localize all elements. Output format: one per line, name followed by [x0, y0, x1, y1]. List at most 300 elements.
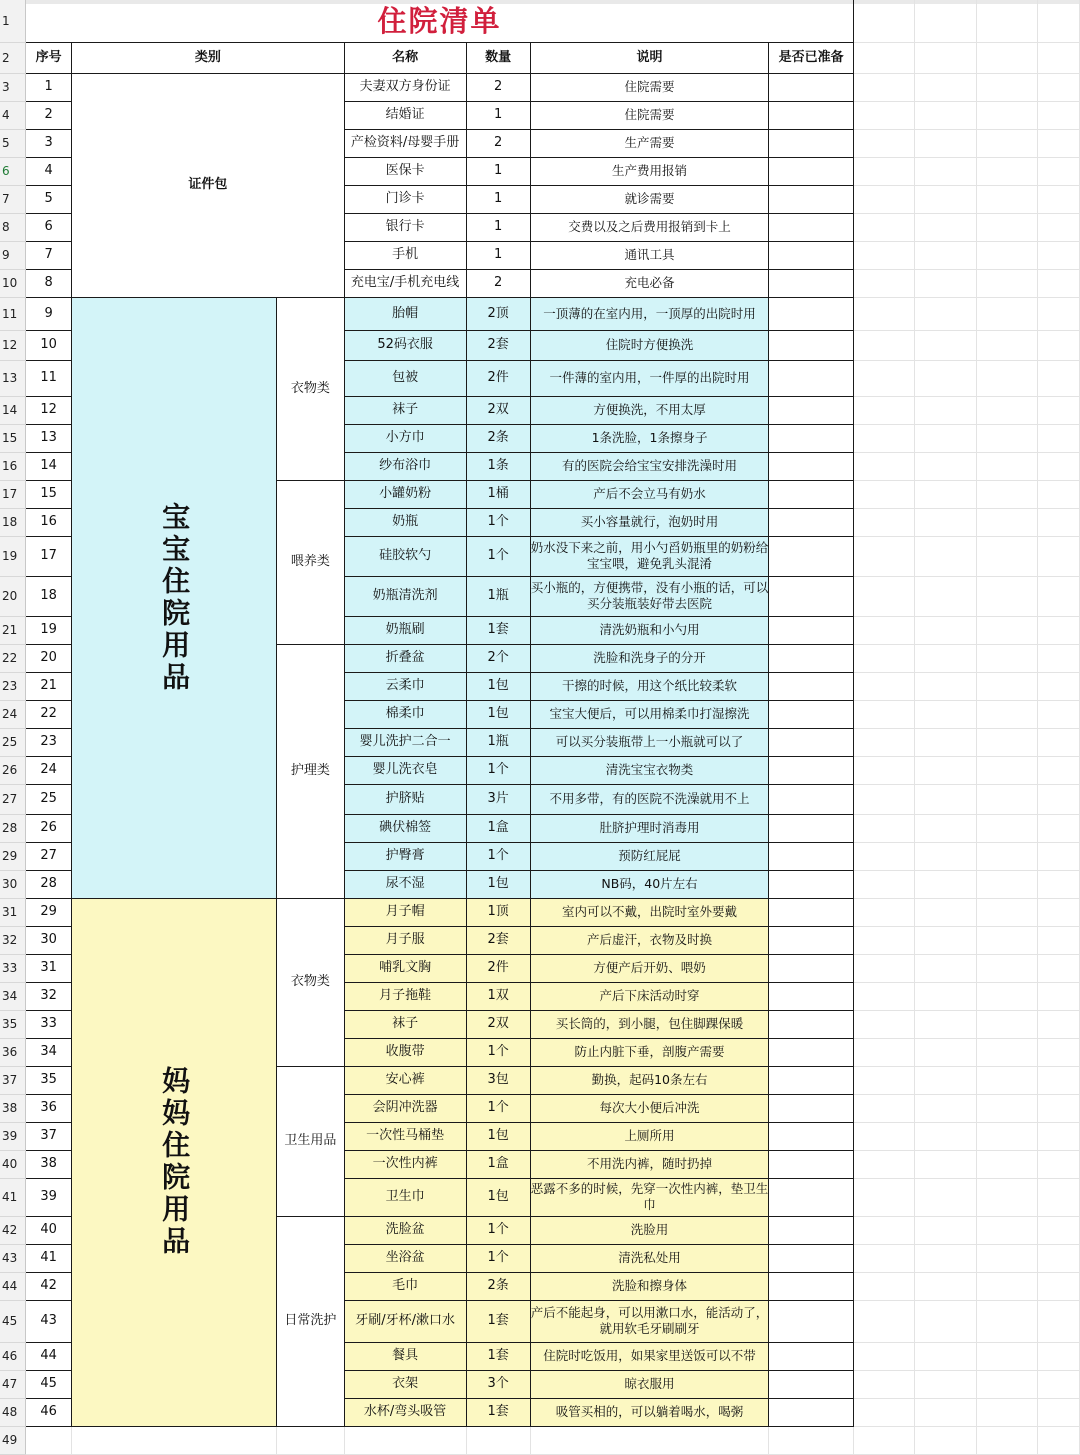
empty-cell[interactable] [915, 452, 976, 480]
empty-cell[interactable] [976, 269, 1037, 297]
row-number[interactable]: 3 [0, 73, 26, 101]
empty-cell[interactable] [1038, 700, 1080, 728]
empty-cell[interactable] [915, 672, 976, 700]
empty-cell[interactable] [1038, 396, 1080, 424]
ready-checkbox-cell[interactable] [769, 814, 854, 842]
empty-cell[interactable] [853, 982, 914, 1010]
ready-checkbox-cell[interactable] [769, 1244, 854, 1272]
empty-cell[interactable] [976, 616, 1037, 644]
empty-cell[interactable] [853, 101, 914, 129]
empty-cell[interactable] [976, 1370, 1037, 1398]
empty-cell[interactable] [1038, 982, 1080, 1010]
empty-cell[interactable] [1038, 241, 1080, 269]
empty-cell[interactable] [1038, 452, 1080, 480]
row-number[interactable]: 18 [0, 508, 26, 536]
empty-cell[interactable] [915, 1216, 976, 1244]
empty-cell[interactable] [1038, 1216, 1080, 1244]
empty-cell[interactable] [1038, 814, 1080, 842]
row-number[interactable]: 43 [0, 1244, 26, 1272]
empty-cell[interactable] [853, 1150, 914, 1178]
empty-cell[interactable] [853, 508, 914, 536]
empty-cell[interactable] [915, 1370, 976, 1398]
ready-checkbox-cell[interactable] [769, 536, 854, 576]
empty-cell[interactable] [915, 360, 976, 396]
empty-cell[interactable] [976, 1300, 1037, 1342]
row-number[interactable]: 42 [0, 1216, 26, 1244]
empty-cell[interactable] [976, 870, 1037, 898]
empty-cell[interactable] [976, 1216, 1037, 1244]
row-number[interactable]: 1 [0, 0, 26, 42]
ready-checkbox-cell[interactable] [769, 756, 854, 784]
ready-checkbox-cell[interactable] [769, 700, 854, 728]
empty-cell[interactable] [1038, 1010, 1080, 1038]
empty-cell[interactable] [853, 814, 914, 842]
empty-cell[interactable] [1038, 424, 1080, 452]
empty-cell[interactable] [915, 784, 976, 814]
empty-cell[interactable] [1038, 672, 1080, 700]
empty-cell[interactable] [915, 870, 976, 898]
empty-cell[interactable] [1038, 157, 1080, 185]
empty-cell[interactable] [915, 1038, 976, 1066]
empty-cell[interactable] [915, 1342, 976, 1370]
empty-cell[interactable] [976, 42, 1037, 73]
empty-cell[interactable] [976, 330, 1037, 360]
empty-cell[interactable] [915, 129, 976, 157]
empty-cell[interactable] [1038, 898, 1080, 926]
empty-cell[interactable] [915, 756, 976, 784]
empty-cell[interactable] [976, 756, 1037, 784]
empty-cell[interactable] [1038, 576, 1080, 616]
empty-cell[interactable] [976, 1426, 1037, 1454]
row-number[interactable]: 16 [0, 452, 26, 480]
empty-cell[interactable] [1038, 0, 1080, 42]
empty-cell[interactable] [277, 1426, 345, 1454]
empty-cell[interactable] [1038, 1178, 1080, 1216]
ready-checkbox-cell[interactable] [769, 1010, 854, 1038]
row-number[interactable]: 45 [0, 1300, 26, 1342]
empty-cell[interactable] [853, 672, 914, 700]
empty-cell[interactable] [915, 330, 976, 360]
empty-cell[interactable] [853, 756, 914, 784]
row-number[interactable]: 20 [0, 576, 26, 616]
row-number[interactable]: 21 [0, 616, 26, 644]
ready-checkbox-cell[interactable] [769, 424, 854, 452]
empty-cell[interactable] [976, 424, 1037, 452]
row-number[interactable]: 46 [0, 1342, 26, 1370]
empty-cell[interactable] [915, 297, 976, 330]
empty-cell[interactable] [915, 1066, 976, 1094]
empty-cell[interactable] [1038, 129, 1080, 157]
empty-cell[interactable] [1038, 73, 1080, 101]
empty-cell[interactable] [26, 1426, 72, 1454]
ready-checkbox-cell[interactable] [769, 644, 854, 672]
row-number[interactable]: 23 [0, 672, 26, 700]
empty-cell[interactable] [1038, 1066, 1080, 1094]
empty-cell[interactable] [976, 213, 1037, 241]
row-number[interactable]: 44 [0, 1272, 26, 1300]
empty-cell[interactable] [915, 42, 976, 73]
empty-cell[interactable] [853, 870, 914, 898]
ready-checkbox-cell[interactable] [769, 870, 854, 898]
ready-checkbox-cell[interactable] [769, 616, 854, 644]
ready-checkbox-cell[interactable] [769, 73, 854, 101]
row-number[interactable]: 25 [0, 728, 26, 756]
empty-cell[interactable] [1038, 1342, 1080, 1370]
empty-cell[interactable] [1038, 360, 1080, 396]
empty-cell[interactable] [915, 814, 976, 842]
ready-checkbox-cell[interactable] [769, 297, 854, 330]
ready-checkbox-cell[interactable] [769, 728, 854, 756]
ready-checkbox-cell[interactable] [769, 926, 854, 954]
empty-cell[interactable] [853, 1122, 914, 1150]
ready-checkbox-cell[interactable] [769, 1066, 854, 1094]
ready-checkbox-cell[interactable] [769, 982, 854, 1010]
empty-cell[interactable] [853, 396, 914, 424]
row-number[interactable]: 36 [0, 1038, 26, 1066]
empty-cell[interactable] [853, 1370, 914, 1398]
empty-cell[interactable] [853, 1066, 914, 1094]
empty-cell[interactable] [1038, 1426, 1080, 1454]
empty-cell[interactable] [976, 1398, 1037, 1426]
empty-cell[interactable] [1038, 756, 1080, 784]
empty-cell[interactable] [853, 1010, 914, 1038]
row-number[interactable]: 26 [0, 756, 26, 784]
empty-cell[interactable] [466, 1426, 530, 1454]
empty-cell[interactable] [915, 1150, 976, 1178]
empty-cell[interactable] [915, 185, 976, 213]
row-number[interactable]: 39 [0, 1122, 26, 1150]
empty-cell[interactable] [853, 73, 914, 101]
empty-cell[interactable] [853, 360, 914, 396]
empty-cell[interactable] [915, 1272, 976, 1300]
empty-cell[interactable] [915, 1122, 976, 1150]
empty-cell[interactable] [853, 1342, 914, 1370]
row-number[interactable]: 4 [0, 101, 26, 129]
empty-cell[interactable] [915, 644, 976, 672]
empty-cell[interactable] [976, 157, 1037, 185]
row-number[interactable]: 11 [0, 297, 26, 330]
empty-cell[interactable] [915, 842, 976, 870]
empty-cell[interactable] [976, 926, 1037, 954]
ready-checkbox-cell[interactable] [769, 396, 854, 424]
empty-cell[interactable] [1038, 1094, 1080, 1122]
empty-cell[interactable] [976, 1094, 1037, 1122]
empty-cell[interactable] [853, 157, 914, 185]
empty-cell[interactable] [976, 101, 1037, 129]
empty-cell[interactable] [976, 576, 1037, 616]
empty-cell[interactable] [1038, 1038, 1080, 1066]
empty-cell[interactable] [1038, 1150, 1080, 1178]
row-number[interactable]: 17 [0, 480, 26, 508]
empty-cell[interactable] [853, 1094, 914, 1122]
empty-cell[interactable] [976, 644, 1037, 672]
row-number[interactable]: 40 [0, 1150, 26, 1178]
ready-checkbox-cell[interactable] [769, 269, 854, 297]
ready-checkbox-cell[interactable] [769, 1150, 854, 1178]
row-number[interactable]: 31 [0, 898, 26, 926]
row-number[interactable]: 10 [0, 269, 26, 297]
empty-cell[interactable] [853, 241, 914, 269]
row-number[interactable]: 48 [0, 1398, 26, 1426]
empty-cell[interactable] [976, 1038, 1037, 1066]
empty-cell[interactable] [976, 1150, 1037, 1178]
ready-checkbox-cell[interactable] [769, 101, 854, 129]
empty-cell[interactable] [915, 1010, 976, 1038]
ready-checkbox-cell[interactable] [769, 954, 854, 982]
empty-cell[interactable] [915, 1178, 976, 1216]
empty-cell[interactable] [853, 0, 914, 42]
empty-cell[interactable] [915, 157, 976, 185]
empty-cell[interactable] [915, 213, 976, 241]
ready-checkbox-cell[interactable] [769, 480, 854, 508]
empty-cell[interactable] [915, 1094, 976, 1122]
row-number[interactable]: 33 [0, 954, 26, 982]
empty-cell[interactable] [976, 982, 1037, 1010]
empty-cell[interactable] [1038, 728, 1080, 756]
row-number[interactable]: 9 [0, 241, 26, 269]
ready-checkbox-cell[interactable] [769, 185, 854, 213]
empty-cell[interactable] [853, 213, 914, 241]
empty-cell[interactable] [976, 73, 1037, 101]
empty-cell[interactable] [915, 982, 976, 1010]
row-number[interactable]: 5 [0, 129, 26, 157]
empty-cell[interactable] [915, 926, 976, 954]
empty-cell[interactable] [853, 1426, 914, 1454]
empty-cell[interactable] [853, 1244, 914, 1272]
empty-cell[interactable] [976, 672, 1037, 700]
row-number[interactable]: 12 [0, 330, 26, 360]
row-number[interactable]: 2 [0, 42, 26, 73]
empty-cell[interactable] [1038, 297, 1080, 330]
ready-checkbox-cell[interactable] [769, 129, 854, 157]
empty-cell[interactable] [1038, 508, 1080, 536]
ready-checkbox-cell[interactable] [769, 784, 854, 814]
empty-cell[interactable] [915, 73, 976, 101]
empty-cell[interactable] [853, 297, 914, 330]
empty-cell[interactable] [976, 508, 1037, 536]
empty-cell[interactable] [915, 616, 976, 644]
empty-cell[interactable] [915, 1244, 976, 1272]
empty-cell[interactable] [1038, 842, 1080, 870]
empty-cell[interactable] [976, 784, 1037, 814]
empty-cell[interactable] [1038, 616, 1080, 644]
empty-cell[interactable] [1038, 1122, 1080, 1150]
empty-cell[interactable] [853, 784, 914, 814]
empty-cell[interactable] [915, 396, 976, 424]
row-number[interactable]: 6 [0, 157, 26, 185]
ready-checkbox-cell[interactable] [769, 330, 854, 360]
empty-cell[interactable] [915, 1398, 976, 1426]
empty-cell[interactable] [976, 1342, 1037, 1370]
ready-checkbox-cell[interactable] [769, 1370, 854, 1398]
empty-cell[interactable] [976, 1066, 1037, 1094]
empty-cell[interactable] [976, 700, 1037, 728]
empty-cell[interactable] [915, 424, 976, 452]
row-number[interactable]: 29 [0, 842, 26, 870]
ready-checkbox-cell[interactable] [769, 1216, 854, 1244]
row-number[interactable]: 37 [0, 1066, 26, 1094]
empty-cell[interactable] [853, 576, 914, 616]
empty-cell[interactable] [976, 536, 1037, 576]
empty-cell[interactable] [915, 728, 976, 756]
row-number[interactable]: 19 [0, 536, 26, 576]
empty-cell[interactable] [1038, 536, 1080, 576]
ready-checkbox-cell[interactable] [769, 1300, 854, 1342]
ready-checkbox-cell[interactable] [769, 672, 854, 700]
empty-cell[interactable] [1038, 954, 1080, 982]
empty-cell[interactable] [853, 842, 914, 870]
empty-cell[interactable] [1038, 1272, 1080, 1300]
empty-cell[interactable] [915, 101, 976, 129]
empty-cell[interactable] [976, 185, 1037, 213]
row-number[interactable]: 14 [0, 396, 26, 424]
empty-cell[interactable] [976, 396, 1037, 424]
row-number[interactable]: 49 [0, 1426, 26, 1454]
empty-cell[interactable] [853, 129, 914, 157]
empty-cell[interactable] [1038, 330, 1080, 360]
empty-cell[interactable] [1038, 870, 1080, 898]
empty-cell[interactable] [915, 700, 976, 728]
empty-cell[interactable] [853, 536, 914, 576]
ready-checkbox-cell[interactable] [769, 241, 854, 269]
empty-cell[interactable] [976, 1272, 1037, 1300]
row-number[interactable]: 35 [0, 1010, 26, 1038]
empty-cell[interactable] [853, 42, 914, 73]
empty-cell[interactable] [915, 954, 976, 982]
ready-checkbox-cell[interactable] [769, 1272, 854, 1300]
ready-checkbox-cell[interactable] [769, 1094, 854, 1122]
empty-cell[interactable] [72, 1426, 277, 1454]
row-number[interactable]: 27 [0, 784, 26, 814]
empty-cell[interactable] [1038, 101, 1080, 129]
row-number[interactable]: 34 [0, 982, 26, 1010]
ready-checkbox-cell[interactable] [769, 360, 854, 396]
row-number[interactable]: 32 [0, 926, 26, 954]
ready-checkbox-cell[interactable] [769, 157, 854, 185]
ready-checkbox-cell[interactable] [769, 842, 854, 870]
empty-cell[interactable] [853, 644, 914, 672]
ready-checkbox-cell[interactable] [769, 898, 854, 926]
row-number[interactable]: 28 [0, 814, 26, 842]
empty-cell[interactable] [915, 1426, 976, 1454]
empty-cell[interactable] [1038, 784, 1080, 814]
empty-cell[interactable] [976, 1010, 1037, 1038]
empty-cell[interactable] [915, 1300, 976, 1342]
empty-cell[interactable] [1038, 269, 1080, 297]
empty-cell[interactable] [530, 1426, 769, 1454]
empty-cell[interactable] [1038, 1244, 1080, 1272]
empty-cell[interactable] [1038, 926, 1080, 954]
empty-cell[interactable] [915, 269, 976, 297]
empty-cell[interactable] [853, 1272, 914, 1300]
ready-checkbox-cell[interactable] [769, 1122, 854, 1150]
empty-cell[interactable] [853, 954, 914, 982]
ready-checkbox-cell[interactable] [769, 213, 854, 241]
empty-cell[interactable] [976, 814, 1037, 842]
empty-cell[interactable] [853, 269, 914, 297]
row-number[interactable]: 41 [0, 1178, 26, 1216]
ready-checkbox-cell[interactable] [769, 1038, 854, 1066]
empty-cell[interactable] [976, 129, 1037, 157]
empty-cell[interactable] [976, 728, 1037, 756]
empty-cell[interactable] [1038, 213, 1080, 241]
empty-cell[interactable] [853, 1038, 914, 1066]
empty-cell[interactable] [915, 0, 976, 42]
row-number[interactable]: 38 [0, 1094, 26, 1122]
empty-cell[interactable] [976, 0, 1037, 42]
ready-checkbox-cell[interactable] [769, 1342, 854, 1370]
row-number[interactable]: 7 [0, 185, 26, 213]
empty-cell[interactable] [976, 898, 1037, 926]
empty-cell[interactable] [915, 508, 976, 536]
empty-cell[interactable] [1038, 644, 1080, 672]
ready-checkbox-cell[interactable] [769, 1398, 854, 1426]
empty-cell[interactable] [915, 898, 976, 926]
empty-cell[interactable] [976, 1122, 1037, 1150]
empty-cell[interactable] [976, 452, 1037, 480]
empty-cell[interactable] [769, 1426, 854, 1454]
empty-cell[interactable] [1038, 1300, 1080, 1342]
empty-cell[interactable] [915, 536, 976, 576]
row-number[interactable]: 13 [0, 360, 26, 396]
empty-cell[interactable] [853, 1398, 914, 1426]
row-number[interactable]: 30 [0, 870, 26, 898]
empty-cell[interactable] [853, 1178, 914, 1216]
empty-cell[interactable] [1038, 185, 1080, 213]
empty-cell[interactable] [976, 954, 1037, 982]
empty-cell[interactable] [976, 842, 1037, 870]
empty-cell[interactable] [915, 480, 976, 508]
ready-checkbox-cell[interactable] [769, 508, 854, 536]
row-number[interactable]: 24 [0, 700, 26, 728]
empty-cell[interactable] [976, 1178, 1037, 1216]
empty-cell[interactable] [976, 480, 1037, 508]
row-number[interactable]: 22 [0, 644, 26, 672]
empty-cell[interactable] [976, 297, 1037, 330]
empty-cell[interactable] [344, 1426, 466, 1454]
empty-cell[interactable] [1038, 480, 1080, 508]
item-seq: 40 [26, 1216, 72, 1244]
empty-cell[interactable] [915, 576, 976, 616]
empty-cell[interactable] [976, 241, 1037, 269]
ready-checkbox-cell[interactable] [769, 576, 854, 616]
row-number[interactable]: 15 [0, 424, 26, 452]
empty-cell[interactable] [976, 360, 1037, 396]
empty-cell[interactable] [853, 452, 914, 480]
empty-cell[interactable] [853, 330, 914, 360]
empty-cell[interactable] [853, 700, 914, 728]
empty-cell[interactable] [853, 1300, 914, 1342]
empty-cell[interactable] [853, 616, 914, 644]
empty-cell[interactable] [976, 1244, 1037, 1272]
empty-cell[interactable] [915, 241, 976, 269]
empty-cell[interactable] [853, 926, 914, 954]
empty-cell[interactable] [853, 728, 914, 756]
ready-checkbox-cell[interactable] [769, 452, 854, 480]
row-number[interactable]: 8 [0, 213, 26, 241]
empty-cell[interactable] [853, 185, 914, 213]
row-number[interactable]: 47 [0, 1370, 26, 1398]
item-name: 餐具 [344, 1342, 466, 1370]
empty-cell[interactable] [853, 1216, 914, 1244]
ready-checkbox-cell[interactable] [769, 1178, 854, 1216]
empty-cell[interactable] [853, 898, 914, 926]
empty-cell[interactable] [1038, 1398, 1080, 1426]
empty-cell[interactable] [1038, 42, 1080, 73]
empty-cell[interactable] [853, 424, 914, 452]
empty-cell[interactable] [1038, 1370, 1080, 1398]
empty-cell[interactable] [853, 480, 914, 508]
